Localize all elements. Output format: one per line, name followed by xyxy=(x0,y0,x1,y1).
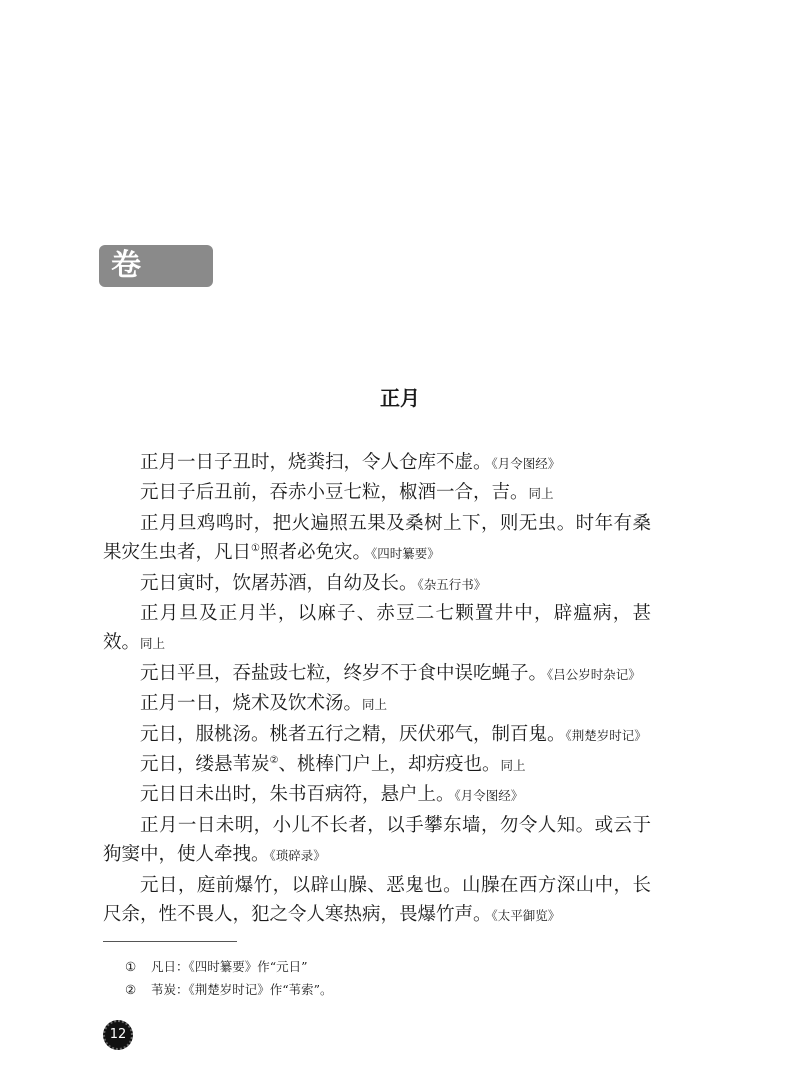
body-text xyxy=(103,448,651,931)
source-citation: 同上 xyxy=(140,636,166,652)
footnote-divider xyxy=(103,941,237,942)
source-citation: 《杂五行书》 xyxy=(417,576,487,592)
paragraph: 正月一日子丑时，烧粪扫，令人仓库不虚。《月令图经》 xyxy=(140,452,561,473)
paragraph: 元日，缕悬苇炭②、桃棒门户上，却疠疫也。同上 xyxy=(140,754,526,776)
paragraph: 元日，庭前爆竹，以辟山臊、恶鬼也。山臊在西方深山中，长尺余，性不畏人，犯之令人寒热病，畏爆竹声。《太平御览》 xyxy=(103,874,651,926)
footnote-ref[interactable]: ② xyxy=(269,754,279,766)
footnotes xyxy=(125,955,645,1001)
footnote-text: 凡日：《四时纂要》作“元日” xyxy=(151,959,308,974)
paragraph: 正月一日，烧术及饮术汤。同上 xyxy=(140,693,388,715)
paragraph: 元日平旦，吞盐豉七粒，终岁不于食中误吃蝇子。《吕公岁时杂记》 xyxy=(140,662,641,684)
source-citation: 同上 xyxy=(528,486,554,502)
page-number: 12 xyxy=(103,1020,133,1050)
footnote xyxy=(125,955,645,978)
paragraph: 元日，服桃汤。桃者五行之精，厌伏邪气，制百鬼。《荆楚岁时记》 xyxy=(140,723,647,745)
source-citation: 《吕公岁时杂记》 xyxy=(547,666,641,682)
footnote-mark: ① xyxy=(125,959,137,974)
source-citation: 《月令图经》 xyxy=(491,456,561,471)
source-citation: 《太平御览》 xyxy=(491,908,561,924)
paragraph: 元日日未出时，朱书百病符，悬户上。《月令图经》 xyxy=(140,784,524,806)
source-citation: 《月令图经》 xyxy=(454,788,524,804)
volume-label: 卷 上 xyxy=(99,245,213,287)
paragraph: 元日寅时，饮屠苏酒，自幼及长。《杂五行书》 xyxy=(140,572,487,594)
source-citation: 同上 xyxy=(362,697,388,713)
paragraph: 正月旦鸡鸣时，把火遍照五果及桑树上下，则无虫。时年有桑果灾生虫者，凡日①照者必免灾。《四时纂要》 xyxy=(103,512,651,564)
footnote-text: 苇炭：《荆楚岁时记》作“苇索”。 xyxy=(151,982,333,997)
paragraph: 正月旦及正月半，以麻子、赤豆二七颗置井中，辟瘟病，甚效。同上 xyxy=(103,603,651,654)
source-citation: 《四时纂要》 xyxy=(371,546,440,562)
footnote-mark: ② xyxy=(125,982,137,997)
source-citation: 《琐碎录》 xyxy=(269,848,326,864)
paragraph: 元日子后丑前，吞赤小豆七粒，椒酒一合，吉。同上 xyxy=(140,482,554,504)
footnote xyxy=(125,978,645,1001)
section-title: 正月 xyxy=(380,386,420,410)
source-citation: 《荆楚岁时记》 xyxy=(565,727,647,743)
paragraph: 正月一日未明，小儿不长者，以手攀东墙，勿令人知。或云于狗窦中，使人牵拽。《琐碎录》 xyxy=(103,814,651,866)
footnote-ref[interactable]: ① xyxy=(251,543,260,555)
source-citation: 同上 xyxy=(500,758,526,774)
